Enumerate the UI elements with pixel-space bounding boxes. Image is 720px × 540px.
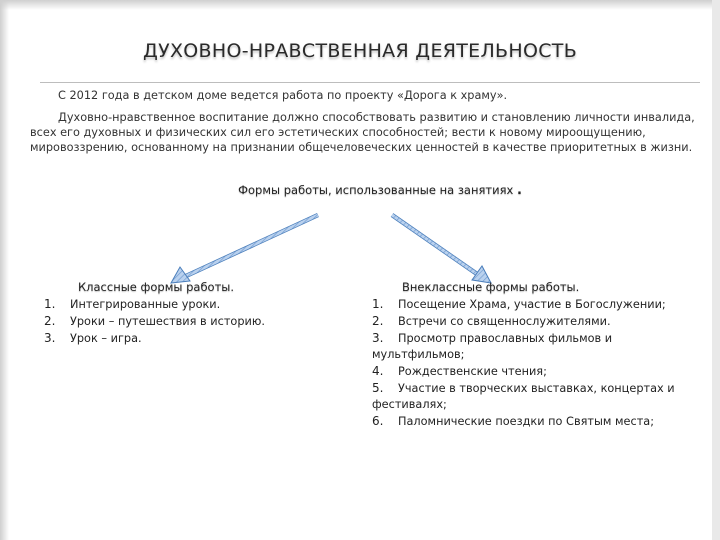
list-item-text: Интегрированные уроки. [70, 298, 221, 311]
extracurricular-forms-title: Внеклассные формы работы. [402, 280, 580, 294]
list-number: 3. [44, 331, 56, 345]
list-number: 1. [44, 297, 56, 311]
forms-heading-text: Формы работы, использованные на занятиях [238, 183, 514, 197]
list-item [372, 330, 684, 363]
list-item-text: Уроки – путешествия в историю. [70, 315, 265, 328]
list-item-text: Паломнические поездки по Святым места; [398, 415, 655, 428]
list-item [372, 363, 684, 380]
extracurricular-forms-list [372, 296, 684, 430]
list-number: 6. [372, 414, 384, 428]
forms-heading-dot: . [516, 183, 522, 198]
left-arrow [171, 215, 318, 283]
list-item [40, 330, 265, 347]
list-number: 2. [44, 314, 56, 328]
list-item-text: Посещение Храма, участие в Богослужении; [398, 298, 666, 311]
list-item [40, 313, 265, 330]
list-item-text: Встречи со священнослужителями. [398, 315, 611, 328]
page-title: ДУХОВНО-НРАВСТВЕННАЯ ДЕЯТЕЛЬНОСТЬ [142, 40, 578, 62]
list-number: 3. [372, 331, 384, 345]
list-item [372, 413, 684, 430]
list-item [372, 313, 684, 330]
list-item-text: Участие в творческих выставках, концертах и фестивалях; [372, 382, 675, 411]
list-number: 4. [372, 364, 384, 378]
list-number: 2. [372, 314, 384, 328]
list-item [372, 296, 684, 313]
list-item-text: Урок – игра. [70, 332, 142, 345]
list-item-text: Просмотр православных фильмов и мультфильмов; [372, 332, 613, 361]
list-item [40, 296, 265, 313]
list-number: 5. [372, 381, 384, 395]
list-item-text: Рождественские чтения; [398, 365, 547, 378]
list-number: 1. [372, 297, 384, 311]
classroom-forms-title: Классные формы работы. [78, 280, 235, 294]
intro-paragraph-2: Духовно-нравственное воспитание должно способствовать развитию и становлению личности инвалида, всех его духовных и физических сил его эстетических способностей; вести к новому мироощущению, мировоззрению, основанному на признании общечеловеческих ценностей в качестве приоритетных в жизни. [30, 111, 695, 154]
classroom-forms-list [40, 296, 265, 347]
intro-paragraph-1: С 2012 года в детском доме ведется работа по проекту «Дорога к храму». [58, 89, 508, 102]
right-arrow [392, 215, 491, 283]
list-item [372, 380, 684, 413]
